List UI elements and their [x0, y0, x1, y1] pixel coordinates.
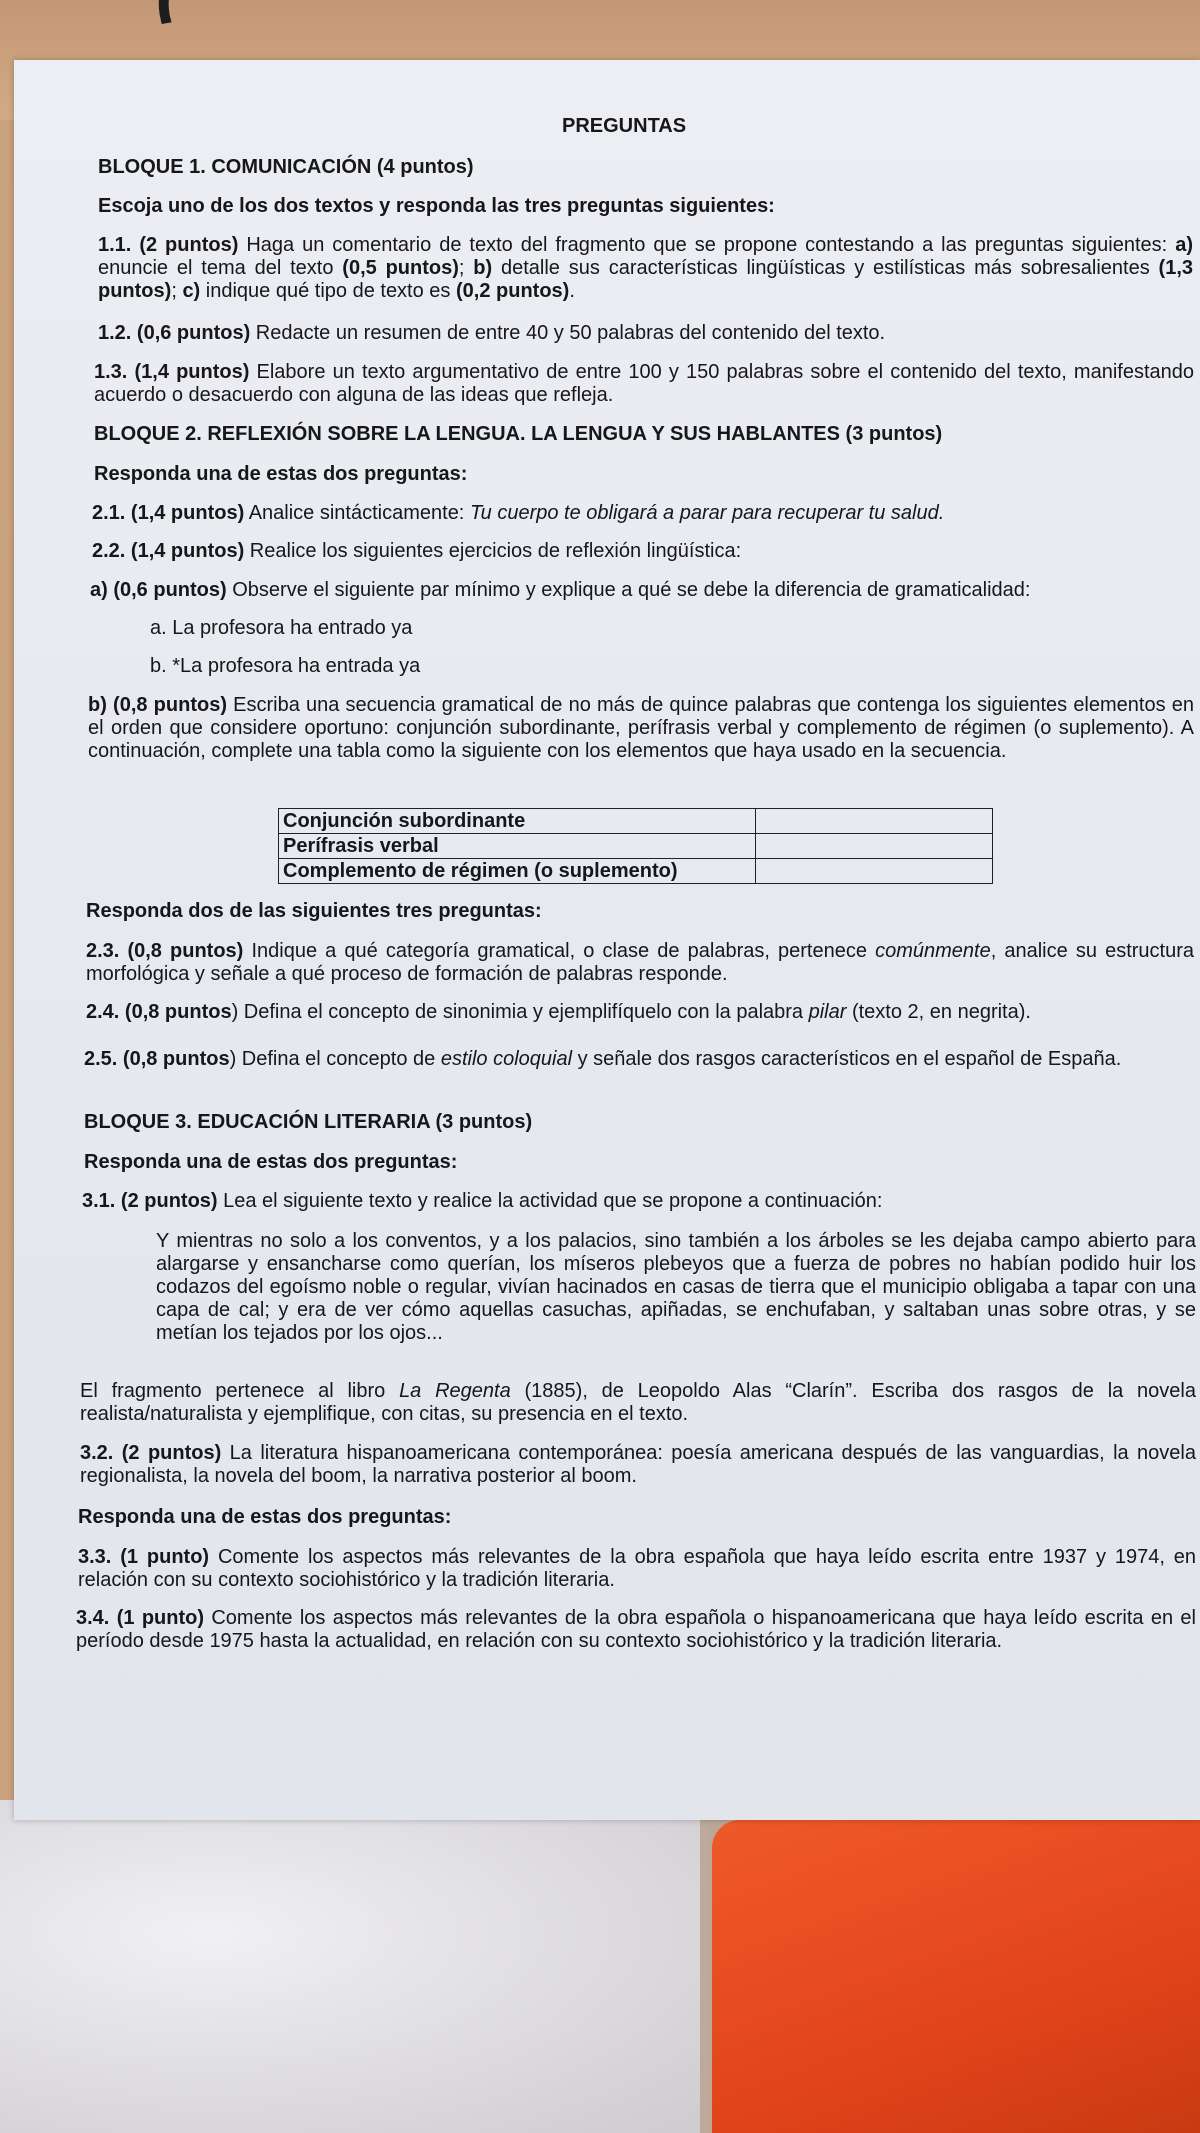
q33-number: 3.3. (1 punto) — [78, 1546, 210, 1568]
question-1-3: 1.3. (1,4 puntos) Elabore un texto argumentativo de entre 100 y 150 palabras sobre el contenido del texto, manifestando acuerdo o desacuerdo con alguna de las ideas que refleja. — [94, 361, 1194, 406]
block-2-heading: BLOQUE 2. REFLEXIÓN SOBRE LA LENGUA. LA LENGUA Y SUS HABLANTES (3 puntos) — [94, 423, 943, 445]
question-1-2: 1.2. (0,6 puntos) Redacte un resumen de entre 40 y 50 palabras del contenido del texto. — [98, 322, 886, 344]
question-2-1: 2.1. (1,4 puntos) Analice sintácticamente: Tu cuerpo te obligará a parar para recuperar tu salud. — [92, 502, 945, 524]
q34-number: 3.4. (1 punto) — [76, 1607, 205, 1629]
table-row — [279, 809, 993, 834]
table-label: Complemento de régimen (o suplemento) — [279, 859, 756, 884]
table-value — [756, 809, 993, 834]
question-2-2: 2.2. (1,4 puntos) Realice los siguientes ejercicios de reflexión lingüística: — [92, 540, 742, 562]
exam-sheet — [14, 60, 1200, 1820]
q21-number: 2.1. (1,4 puntos) — [92, 502, 245, 524]
sentence-to-analyze: Tu cuerpo te obligará a parar para recuperar tu salud. — [469, 502, 945, 524]
orange-object — [712, 1820, 1200, 2133]
table-value — [756, 834, 993, 859]
table-label: Perífrasis verbal — [279, 834, 756, 859]
question-3-4: 3.4. (1 punto) Comente los aspectos más relevantes de la obra española o hispanoamericana que haya leído escrita en el período desde 1975 hasta la actualidad, en relación con su contexto sociohistórico y la tradición literaria. — [76, 1607, 1196, 1652]
question-2-4: 2.4. (0,8 puntos) Defina el concepto de sinonimia y ejemplifíquelo con la palabra pilar (texto 2, en negrita). — [86, 1001, 1031, 1023]
q32-number: 3.2. (2 puntos) — [80, 1442, 222, 1464]
white-cloth — [0, 1800, 700, 2133]
book-title: La Regenta — [399, 1380, 511, 1402]
question-2-2-b: b) (0,8 puntos) Escriba una secuencia gramatical de no más de quince palabras que contenga los siguientes elementos en el orden que considere oportuno: conjunción subordinante, perífrasis verbal y complemento de régimen (o suplemento). A continuación, complete una tabla como la siguiente con los elementos que haya usado en la secuencia. — [88, 694, 1194, 762]
page-title: PREGUNTAS — [562, 115, 687, 137]
qb-number: b) (0,8 puntos) — [88, 694, 227, 716]
question-1-1: 1.1. (2 puntos) Haga un comentario de texto del fragmento que se propone contestando a las preguntas siguientes: a) enuncie el tema del texto (0,5 puntos); b) detalle sus características lingüísticas y estilísticas más sobresalientes (1,3 puntos); c) indique qué tipo de texto es (0,2 puntos). — [98, 234, 1193, 302]
block-1-heading: BLOQUE 1. COMUNICACIÓN (4 puntos) — [98, 156, 474, 178]
q13-number: 1.3. (1,4 puntos) — [94, 361, 250, 383]
question-3-3: 3.3. (1 punto) Comente los aspectos más relevantes de la obra española que haya leído escrita entre 1937 y 1974, en relación con su contexto sociohistórico y la tradición literaria. — [78, 1546, 1196, 1591]
question-3-1: 3.1. (2 puntos) Lea el siguiente texto y realice la actividad que se propone a continuación: — [82, 1190, 883, 1212]
table-row — [279, 859, 993, 884]
block-1-instruction: Escoja uno de los dos textos y responda las tres preguntas siguientes: — [98, 195, 775, 217]
question-3-2: 3.2. (2 puntos) La literatura hispanoamericana contemporánea: poesía americana después de las vanguardias, la novela regionalista, la novela del boom, la narrativa posterior al boom. — [80, 1442, 1196, 1487]
table-label: Conjunción subordinante — [279, 809, 756, 834]
example-b: b. *La profesora ha entrada ya — [150, 655, 421, 677]
question-2-5: 2.5. (0,8 puntos) Defina el concepto de estilo coloquial y señale dos rasgos característicos en el español de España. — [84, 1048, 1122, 1070]
fragment-task: El fragmento pertenece al libro La Regenta (1885), de Leopoldo Alas “Clarín”. Escriba dos rasgos de la novela realista/naturalista y ejemplifique, con citas, su presencia en el texto. — [80, 1380, 1196, 1425]
q11-number: 1.1. (2 puntos) — [98, 234, 239, 256]
block-3-heading: BLOQUE 3. EDUCACIÓN LITERARIA (3 puntos) — [84, 1111, 533, 1133]
q25-number: 2.5. (0,8 puntos — [84, 1048, 230, 1070]
question-2-3: 2.3. (0,8 puntos) Indique a qué categoría gramatical, o clase de palabras, pertenece comúnmente, analice su estructura morfológica y señale a qué proceso de formación de palabras responde. — [86, 940, 1194, 985]
qa-number: a) (0,6 puntos) — [90, 579, 227, 601]
q23-number: 2.3. (0,8 puntos) — [86, 940, 244, 962]
block-2-instruction-2: Responda dos de las siguientes tres preguntas: — [86, 900, 542, 922]
table-row — [279, 834, 993, 859]
q31-number: 3.1. (2 puntos) — [82, 1190, 218, 1212]
q24-number: 2.4. (0,8 puntos — [86, 1001, 232, 1023]
example-a: a. La profesora ha entrado ya — [150, 617, 413, 639]
q22-number: 2.2. (1,4 puntos) — [92, 540, 245, 562]
table-value — [756, 859, 993, 884]
literary-quote: Y mientras no solo a los conventos, y a los palacios, sino también a los árboles se les dejaba campo abierto para alargarse y ensancharse como querían, los míseros plebeyos que a fuerza de pobres no habían podido huir los codazos del egoísmo noble o regular, vivían hacinados en casas de tierra que el municipio obligaba a tapar con una capa de cal; y era de ver cómo aquellas casuchas, apiñadas, se enchufaban, y saltaban unas sobre otras, y se metían los tejados por los ojos... — [156, 1230, 1196, 1344]
question-2-2-a: a) (0,6 puntos) Observe el siguiente par mínimo y explique a qué se debe la diferencia de gramaticalidad: — [90, 579, 1031, 601]
block-3-instruction-1: Responda una de estas dos preguntas: — [84, 1151, 458, 1173]
q12-number: 1.2. (0,6 puntos) — [98, 322, 251, 344]
answer-table — [278, 808, 993, 884]
block-3-instruction-2: Responda una de estas dos preguntas: — [78, 1506, 452, 1528]
block-2-instruction-1: Responda una de estas dos preguntas: — [94, 463, 468, 485]
